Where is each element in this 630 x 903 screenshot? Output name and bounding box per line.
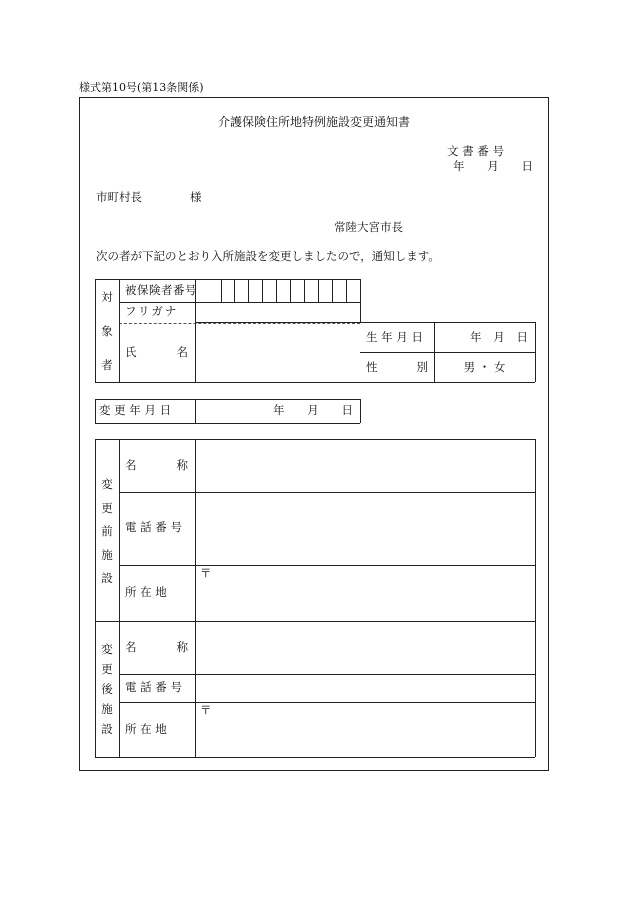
sex-options[interactable]: 男 ・ 女 [463, 360, 506, 374]
after-facility-name-field[interactable] [196, 622, 535, 674]
document-number-label: 文 書 番 号 [447, 144, 504, 158]
furigana-field[interactable] [196, 303, 360, 322]
before-facility-phone-label: 電 話 番 号 [125, 520, 182, 534]
issue-date-line [453, 161, 533, 173]
after-facility-phone-field[interactable] [196, 675, 535, 702]
before-facility-address-label: 所 在 地 [125, 585, 167, 599]
issue-date-month: 月 [487, 159, 499, 173]
subject-side-label: 対 象 者 [101, 290, 113, 372]
after-facility-postal-mark: 〒 [200, 703, 212, 717]
furigana-label: フリガナ [125, 304, 179, 318]
name-field[interactable] [196, 324, 360, 382]
birthdate-value[interactable]: 年 月 日 [470, 330, 528, 344]
issue-date-year: 年 [453, 159, 465, 173]
before-facility-side-label: 変 更 前 施 設 [101, 477, 113, 585]
sender-name: 常陸大宮市長 [334, 220, 403, 234]
after-facility-name-label: 名 称 [125, 640, 188, 654]
form-number: 様式第10号(第13条関係) [79, 81, 204, 94]
change-date-value[interactable]: 年 月 日 [273, 403, 353, 417]
after-facility-address-field[interactable] [196, 703, 535, 757]
insured-number-label: 被保険者番号 [125, 283, 197, 297]
change-date-label: 変 更 年 月 日 [99, 403, 172, 417]
insured-number-field[interactable] [222, 280, 360, 302]
before-facility-address-field[interactable] [196, 566, 535, 621]
before-facility-name-field[interactable] [196, 440, 535, 492]
after-facility-side-label: 変 更 後 施 設 [101, 642, 113, 736]
birthdate-label: 生 年 月 日 [366, 330, 423, 344]
before-facility-phone-field[interactable] [196, 493, 535, 565]
before-facility-name-label: 名 称 [125, 458, 188, 472]
document-title: 介護保険住所地特例施設変更通知書 [217, 115, 410, 129]
name-label: 氏 名 [125, 345, 188, 359]
issue-date-day: 日 [521, 159, 533, 173]
before-facility-postal-mark: 〒 [200, 566, 212, 580]
after-facility-phone-label: 電 話 番 号 [125, 680, 182, 694]
after-facility-address-label: 所 在 地 [125, 722, 167, 736]
sex-label: 性 別 [366, 360, 428, 374]
addressee-office: 市町村長 [96, 190, 142, 204]
intro-text: 次の者が下記のとおり入所施設を変更しましたので，通知します。 [96, 249, 440, 263]
addressee-honorific: 様 [190, 190, 202, 204]
